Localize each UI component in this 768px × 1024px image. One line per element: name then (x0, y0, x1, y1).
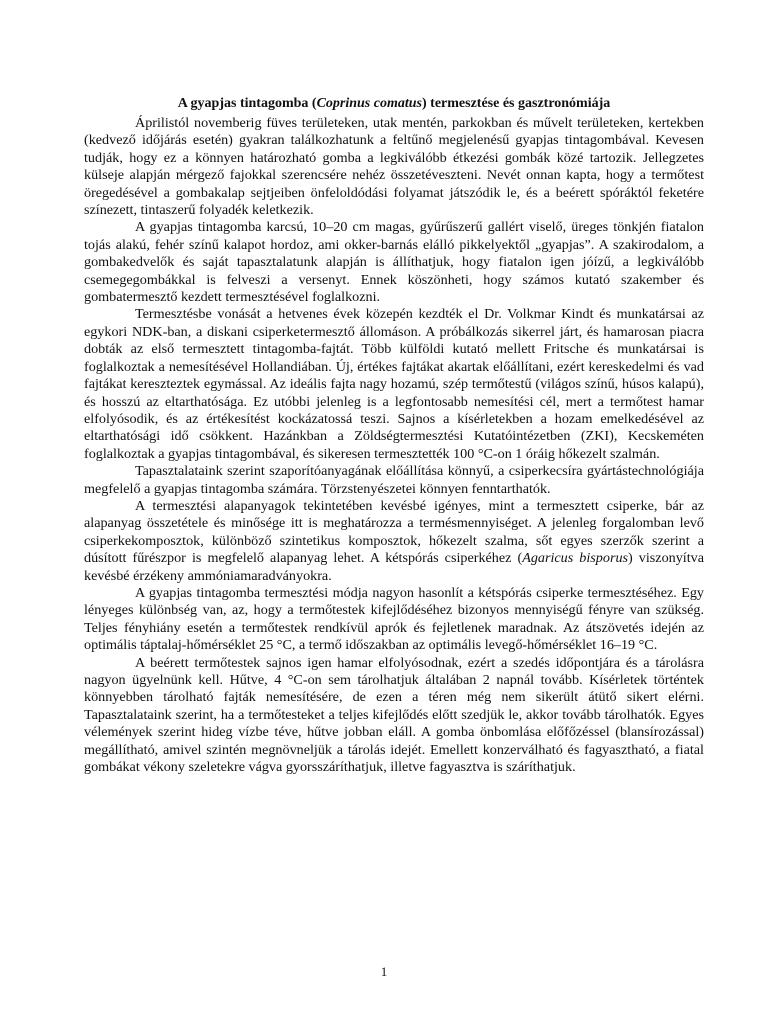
paragraph-cultivation-method: A gyapjas tintagomba termesztési módja nagyon hasonlít a kétspórás csiperke termesztéséhez. Egy lényeges különbség van, az, hogy a termőtestek kifejlődéséhez bizonyos mennyiségű fényre van szükség. Teljes fényhiány esetén a termőtestek rendkívül aprók és fejletlenek maradnak. Az átszövetés idején az optimális táptalaj-hőmérséklet 25 °C, a termő időszakban az optimális levegő-hőmérséklet 16–19 °C. (84, 584, 704, 654)
title-latin-name: Coprinus comatus (316, 96, 422, 112)
paragraph-introduction: Áprilistól novemberig füves területeken, utak mentén, parkokban és művelt területeken, kertekben (kedvező időjárás esetén) gyakran találkozhatunk a feltűnő megjelenésű gyapjas tintagombával. Kevesen tudják, hogy ez a könnyen határozható gomba a legkiválóbb étkezési gombák közé tartozik. Jellegzetes külseje alapján mérgező fajokkal szerencsére nehéz összetéveszteni. Nevét onnan kapta, hogy a termőtest öregedésével a gombakalap sejtjeiben önfeloldódási folyamat játszódik le, és a beérett spóráktól feketére színezett, tintaszerű folyadék keletkezik. (84, 115, 704, 219)
paragraph-breeding-history: Termesztésbe vonását a hetvenes évek közepén kezdték el Dr. Volkmar Kindt és munkatársai az egykori NDK-ban, a diskani csiperketermesztő állomáson. A próbálkozás sikerrel járt, és hamarosan piacra dobták az első termesztett tintagomba-fajtát. Több külföldi kutató mellett Fritsche és munkatársai is foglalkoztak a nemesítésével Hollandiában. Új, értékes fajtákat akartak előállítani, ezért kereskedelmi és vad fajtákat kereszteztek egymással. Az ideális fajta nagy hozamú, szép termőtestű (világos színű, húsos kalapú), és hosszú az eltarthatósága. Ez utóbbi jelenleg is a legfontosabb nemesítési cél, mert a termőtest hamar elfolyósodik, és az értékesítést kockázatossá teszi. Sajnos a kísérletekben a hozam emelkedésével az eltarthatósági idő csökkent. Hazánkban a Zöldségtermesztési Kutatóintézetben (ZKI), Kecskeméten foglalkoztak a gyapjas tintagombával, és sikeresen termesztették 100 °C-on 1 óráig hőkezelt szalmán. (84, 306, 704, 462)
paragraph-spawn-production: Tapasztalataink szerint szaporítóanyagának előállítása könnyű, a csiperkecsíra gyártástechnológiája megfelelő a gyapjas tintagomba számára. Törzstenyészetei könnyen fenntarthatók. (84, 463, 704, 497)
document-body (84, 115, 704, 776)
document-title (84, 95, 704, 113)
title-text-end: ) termesztése és gasztronómiája (422, 96, 611, 112)
title-text-start: A gyapjas tintagomba ( (177, 96, 317, 112)
substrates-text-start: A termesztési alapanyagok tekintetében kevésbé igényes, mint a termesztett csiperke, bár az alapanyag összetétele és minősége itt is meghatározza a termésmennyiséget. A jelenleg forgalomban levő csiperkekomposztok, különböző szintetikus komposztok, hőkezelt szalma, sőt egyes szerzők szerint a dúsított fűrészpor is megfelelő alapanyag lehet. A kétspórás csiperkéhez ( (84, 497, 704, 567)
paragraph-substrates (84, 498, 704, 585)
paragraph-storage: A beérett termőtestek sajnos igen hamar elfolyósodnak, ezért a szedés időpontjára és a tárolásra nagyon ügyelnünk kell. Hűtve, 4 °C-on sem tárolhatjuk általában 2 napnál tovább. Kísérletek történtek könnyebben tárolható fajták nemesítésére, de ezen a téren még nem sikerült átütő sikert elérni. Tapasztalataink szerint, ha a termőtesteket a teljes kifejlődés előtt szedjük le, akkor tovább tárolhatók. Egyes vélemények szerint hideg vízbe téve, hűtve jobban eláll. A gomba önbomlása előfőzéssel (blansírozással) megállítható, amivel szintén megnövneljük a tárolás idejét. Emellett konzerválható és fagyasztható, a fiatal gombákat vékony szeletekre vágva gyorsszáríthatjuk, illetve fagyasztva is száríthatjuk. (84, 654, 704, 776)
substrates-latin-name: Agaricus bisporus (522, 550, 629, 567)
paragraph-description: A gyapjas tintagomba karcsú, 10–20 cm magas, gyűrűszerű gallért viselő, üreges tönkjén fiatalon tojás alakú, fehér színű kalapot hordoz, ami okker-barnás elálló pikkelyektől „gyapjas”. A szakirodalom, a gombakedvelők és saját tapasztalatunk alapján is állíthatjuk, hogy fiatalon igen jóízű, a legkiválóbb csemegegombákkal is felveszi a versenyt. Ennek köszönheti, hogy számos kutató szakember és gombatermesztő kezdett termesztésével foglalkozni. (84, 219, 704, 306)
page-number: 1 (380, 964, 388, 979)
substrates-text-end: ) viszonyítva kevésbé érzékeny ammóniamaradványokra. (84, 550, 704, 584)
